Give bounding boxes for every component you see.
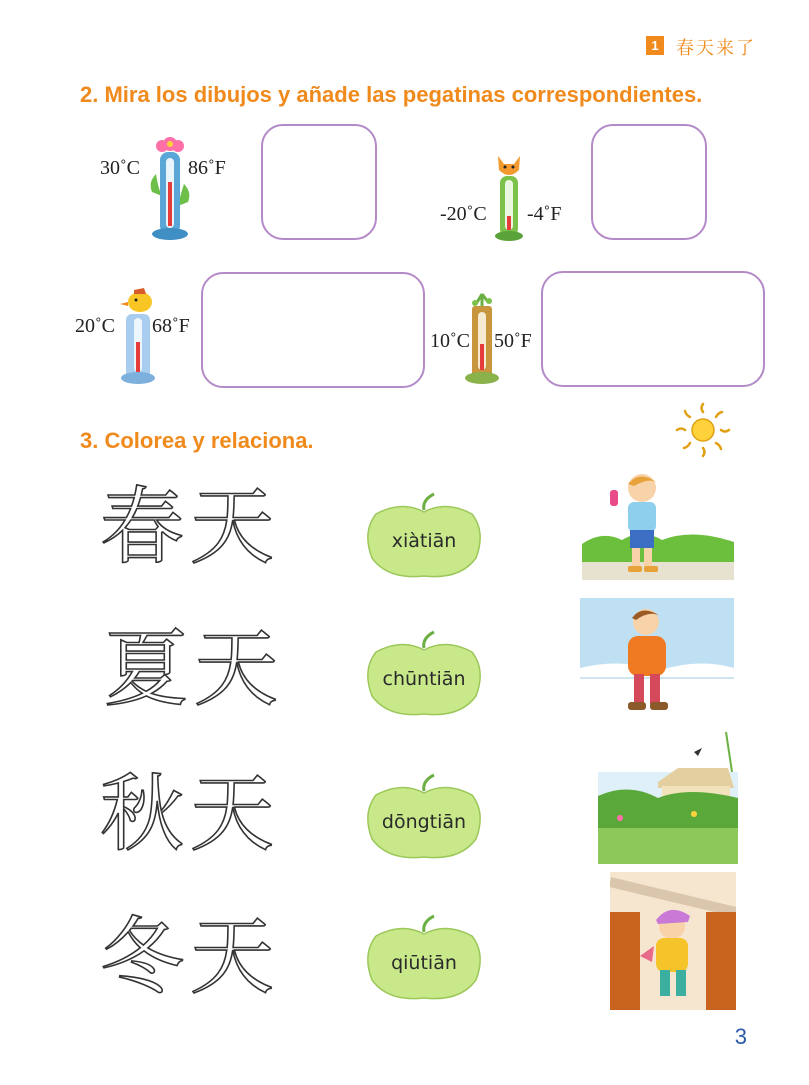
pinyin-apple-3[interactable]	[362, 773, 486, 863]
temp-fahrenheit-2: -4˚F	[527, 203, 562, 225]
page-number: 3	[734, 1024, 747, 1049]
hanzi-word-2: 夏天	[104, 620, 285, 718]
temp-fahrenheit-4: 50˚F	[494, 330, 532, 352]
pinyin-apple-4[interactable]	[362, 914, 486, 1004]
hanzi-word-1: 春天	[100, 478, 281, 576]
sticker-box-3[interactable]	[201, 272, 425, 388]
temp-celsius-2: -20˚C	[440, 203, 487, 225]
temp-celsius-1: 30˚C	[100, 157, 140, 179]
temp-fahrenheit-3: 68˚F	[152, 315, 190, 337]
hanzi-word-3: 秋天	[100, 765, 281, 863]
summer-boy-scene	[582, 470, 734, 580]
autumn-boy-scene	[610, 872, 736, 1010]
pinyin-apple-1[interactable]	[362, 492, 486, 582]
pinyin-label-1: xiàtiān	[391, 530, 457, 552]
temp-fahrenheit-1: 86˚F	[188, 157, 226, 179]
temp-celsius-3: 20˚C	[75, 315, 115, 337]
bird-thermometer-icon	[118, 282, 158, 386]
pinyin-label-2: chūntiān	[382, 668, 466, 690]
hanzi-word-4: 冬天	[100, 908, 281, 1006]
lesson-number-badge: 1	[646, 36, 664, 55]
spring-garden-scene	[598, 732, 738, 864]
flower-thermometer-icon	[148, 132, 192, 242]
pinyin-label-4: qiūtiān	[391, 952, 457, 974]
tree-thermometer-icon	[462, 290, 502, 386]
fox-thermometer-icon	[492, 150, 526, 242]
temp-celsius-4: 10˚C	[430, 330, 470, 352]
pinyin-label-3: dōngtiān	[381, 811, 467, 833]
sticker-box-4[interactable]	[541, 271, 765, 387]
sun-icon	[672, 402, 734, 458]
sticker-box-1[interactable]	[261, 124, 377, 240]
section-3-title: 3. Colorea y relaciona.	[80, 428, 314, 453]
lesson-title: 春天来了	[676, 38, 756, 59]
sticker-box-2[interactable]	[591, 124, 707, 240]
winter-boy-scene	[580, 598, 734, 718]
section-2-title: 2. Mira los dibujos y añade las pegatinas correspondientes.	[80, 82, 703, 107]
pinyin-apple-2[interactable]	[362, 630, 486, 720]
